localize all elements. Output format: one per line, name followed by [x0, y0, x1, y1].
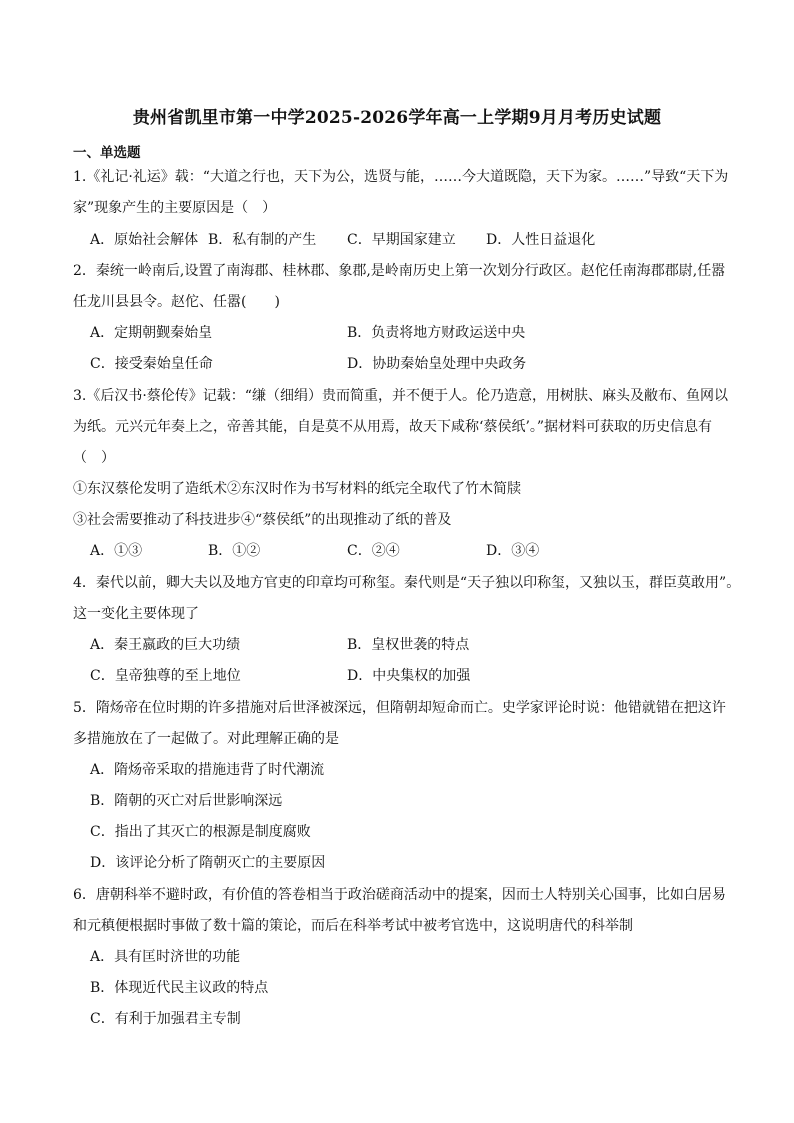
question-6-option-c: C．有利于加强君主专制: [90, 1011, 241, 1027]
question-1-option-a: A．原始社会解体: [90, 232, 199, 248]
question-2-line-2: 任龙川县县令。赵佗、任嚣( ): [73, 294, 280, 310]
section-heading: 一、单选题: [73, 145, 141, 161]
question-2-option-d: D．协助秦始皇处理中央政务: [347, 356, 527, 372]
question-3-line-3: （ ）: [73, 450, 115, 466]
question-4-option-a: A．秦王嬴政的巨大功绩: [90, 637, 241, 653]
question-4-option-d: D．中央集权的加强: [347, 668, 471, 684]
question-1-option-d: D．人性日益退化: [486, 232, 596, 248]
exam-title: 贵州省凯里市第一中学2025-2026学年高一上学期9月月考历史试题: [132, 108, 662, 128]
question-5-line-1: 5．隋炀帝在位时期的许多措施对后世泽被深远，但隋朝却短命而亡。史学家评论时说：他错就错在把这许: [73, 700, 726, 716]
question-2-option-a: A．定期朝觐秦始皇: [90, 325, 213, 341]
question-4-option-b: B．皇权世袭的特点: [347, 637, 470, 653]
question-5-option-b: B．隋朝的灭亡对后世影响深远: [90, 793, 283, 809]
question-3-line-1: 3.《后汉书·蔡伦传》记载：“缣（细绢）贵而简重，并不便于人。伦乃造意，用树肤、麻头及敝布、鱼网以: [73, 388, 728, 404]
question-1-line-2: 家”现象产生的主要原因是（ ）: [73, 200, 277, 216]
question-3-option-c: C．②④: [347, 543, 400, 559]
question-5-option-a: A．隋炀帝采取的措施违背了时代潮流: [90, 762, 325, 778]
question-6-line-2: 和元稹便根据时事做了数十篇的策论，而后在科举考试中被考官选中，这说明唐代的科举制: [73, 918, 633, 934]
question-4-line-1: 4．秦代以前，卿大夫以及地方官吏的印章均可称玺。秦代则是“天子独以印称玺，又独以玉，群臣莫敢用”。: [73, 575, 741, 591]
question-3-line-2: 为纸。元兴元年奏上之，帝善其能，自是莫不从用焉，故天下咸称‘蔡侯纸’。”据材料可获取的历史信息有: [73, 419, 713, 435]
question-3-option-a: A．①③: [90, 543, 143, 559]
question-3-statement-line-1: ①东汉蔡伦发明了造纸术②东汉时作为书写材料的纸完全取代了竹木简牍: [73, 481, 521, 497]
question-5-line-2: 多措施放在了一起做了。对此理解正确的是: [73, 731, 339, 747]
question-4-line-2: 这一变化主要体现了: [73, 606, 199, 622]
question-1-option-b: B．私有制的产生: [208, 232, 317, 248]
question-3-option-b: B．①②: [208, 543, 261, 559]
question-1-option-c: C．早期国家建立: [347, 232, 456, 248]
question-2-line-1: 2．秦统一岭南后,设置了南海郡、桂林郡、象郡,是岭南历史上第一次划分行政区。赵佗任南海郡郡尉,任嚣: [73, 263, 726, 279]
question-6-line-1: 6．唐朝科举不避时政，有价值的答卷相当于政治磋商活动中的提案，因而士人特别关心国事，比如白居易: [73, 887, 726, 903]
question-2-option-b: B．负责将地方财政运送中央: [347, 325, 526, 341]
question-3-statement-line-2: ③社会需要推动了科技进步④“蔡侯纸”的出现推动了纸的普及: [73, 512, 452, 528]
question-4-option-c: C．皇帝独尊的至上地位: [90, 668, 241, 684]
question-6-option-a: A．具有匡时济世的功能: [90, 949, 241, 965]
question-3-option-d: D．③④: [486, 543, 540, 559]
question-1-line-1: 1.《礼记·礼运》载：“大道之行也，天下为公，选贤与能，……今大道既隐，天下为家。……”导致“天下为: [73, 169, 729, 185]
question-2-option-c: C．接受秦始皇任命: [90, 356, 213, 372]
question-5-option-c: C．指出了其灭亡的根源是制度腐败: [90, 824, 311, 840]
question-5-option-d: D．该评论分析了隋朝灭亡的主要原因: [90, 855, 326, 871]
question-6-option-b: B．体现近代民主议政的特点: [90, 980, 269, 996]
